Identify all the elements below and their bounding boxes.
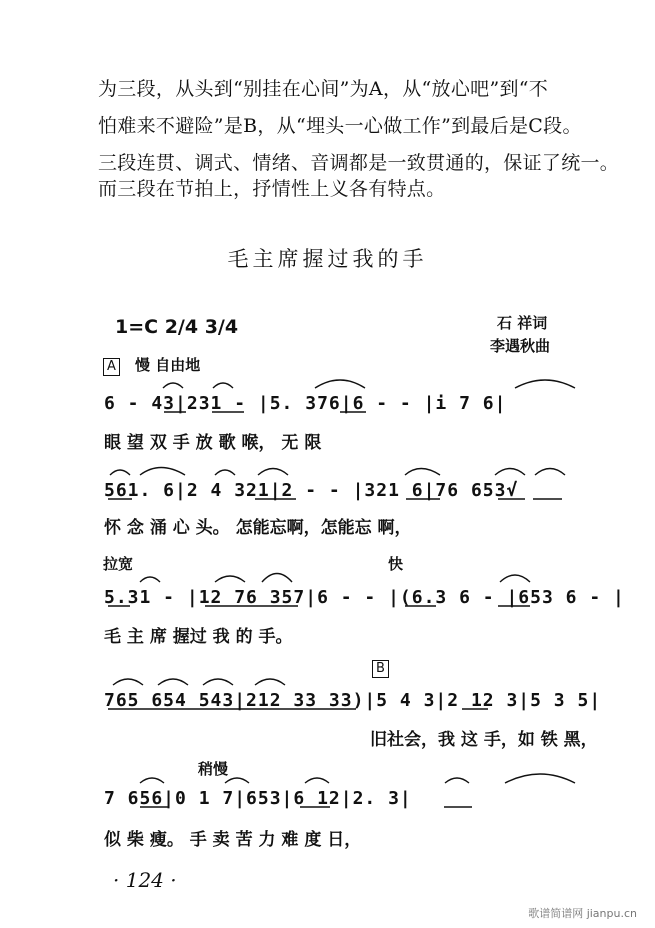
slur-mark [535, 469, 565, 476]
intro-line-4: 而三段在节拍上，抒情性上义各有特点。 [98, 178, 446, 200]
section-a-tempo: 慢 自由地 [135, 356, 201, 374]
watermark-text: 歌谱简谱网 jianpu.cn [528, 907, 637, 920]
section-a-marker [103, 355, 120, 376]
slur-mark [315, 380, 365, 388]
slur-mark [495, 469, 525, 476]
score-notes-system-5: 7 656|0 1 7|653|6 12|2. 3| [104, 788, 412, 809]
slur-mark [203, 679, 233, 685]
slur-mark [140, 468, 185, 476]
score-notes-system-2: 561. 6|2 4 321|2 - - |321 6|76 653√ [104, 480, 519, 501]
score-notes-system-4: 765 654 543|212 33 33)|5 4 3|2 12 3|5 3 5| [104, 690, 602, 711]
lyricist-credit: 石 祥词 [497, 314, 548, 332]
section-a-label: A [103, 358, 120, 376]
tempo-shaoman: 稍慢 [198, 760, 229, 778]
slur-mark [215, 576, 245, 582]
score-lyrics-system-4: 旧社会，我 这 手，如 铁 黑， [370, 730, 598, 750]
section-b-label: B [372, 660, 389, 678]
slur-mark [505, 774, 575, 783]
intro-line-1: 为三段，从头到“别挂在心间”为A，从“放心吧”到“不 [98, 78, 549, 100]
slur-mark [515, 380, 575, 388]
intro-line-3: 三段连贯、调式、情绪、音调都是一致贯通的，保证了统一。 [98, 152, 620, 174]
score-lyrics-system-1: 眼 望 双 手 放 歌 喉， 无 限 [104, 433, 322, 453]
key-signature: 1=C 2/4 3/4 [115, 316, 239, 338]
intro-line-2: 怕难来不避险”是B，从“埋头一心做工作”到最后是C段。 [98, 115, 582, 137]
slur-mark [258, 469, 288, 476]
page-number: · 124 · [113, 868, 177, 892]
score-lyrics-system-3: 毛 主 席 握过 我 的 手。 [104, 627, 293, 647]
score-lyrics-system-5: 似 柴 瘦。 手 卖 苦 力 难 度 日， [104, 830, 362, 850]
score-lyrics-system-2: 怀 念 涌 心 头。 怎能忘啊，怎能忘 啊， [104, 518, 412, 538]
slur-mark [113, 679, 143, 685]
score-notes-system-3: 5.31 - |12 76 357|6 - - |(6.3 6 - |653 6 - | [104, 587, 625, 608]
section-b-marker [372, 657, 389, 678]
slur-mark [405, 469, 440, 476]
tempo-kuai: 快 [388, 555, 404, 573]
slur-mark [225, 778, 249, 783]
slur-mark [110, 470, 130, 475]
composer-credit: 李遇秋曲 [490, 337, 551, 355]
slur-mark [213, 383, 233, 388]
score-notes-system-1: 6 - 43|231 - |5. 376|6 - - |i 7 6| [104, 393, 507, 414]
slur-mark [140, 778, 164, 783]
slur-mark [215, 470, 235, 475]
slur-mark [255, 679, 285, 685]
slur-mark [163, 383, 183, 388]
slur-mark [500, 575, 530, 582]
tempo-lakuan: 拉宽 [103, 555, 134, 573]
slur-mark [445, 778, 469, 783]
slur-mark [158, 679, 188, 685]
slur-mark [262, 574, 292, 583]
song-title: 毛主席握过我的手 [227, 247, 428, 271]
slur-mark [140, 577, 160, 582]
slur-mark [305, 778, 329, 783]
